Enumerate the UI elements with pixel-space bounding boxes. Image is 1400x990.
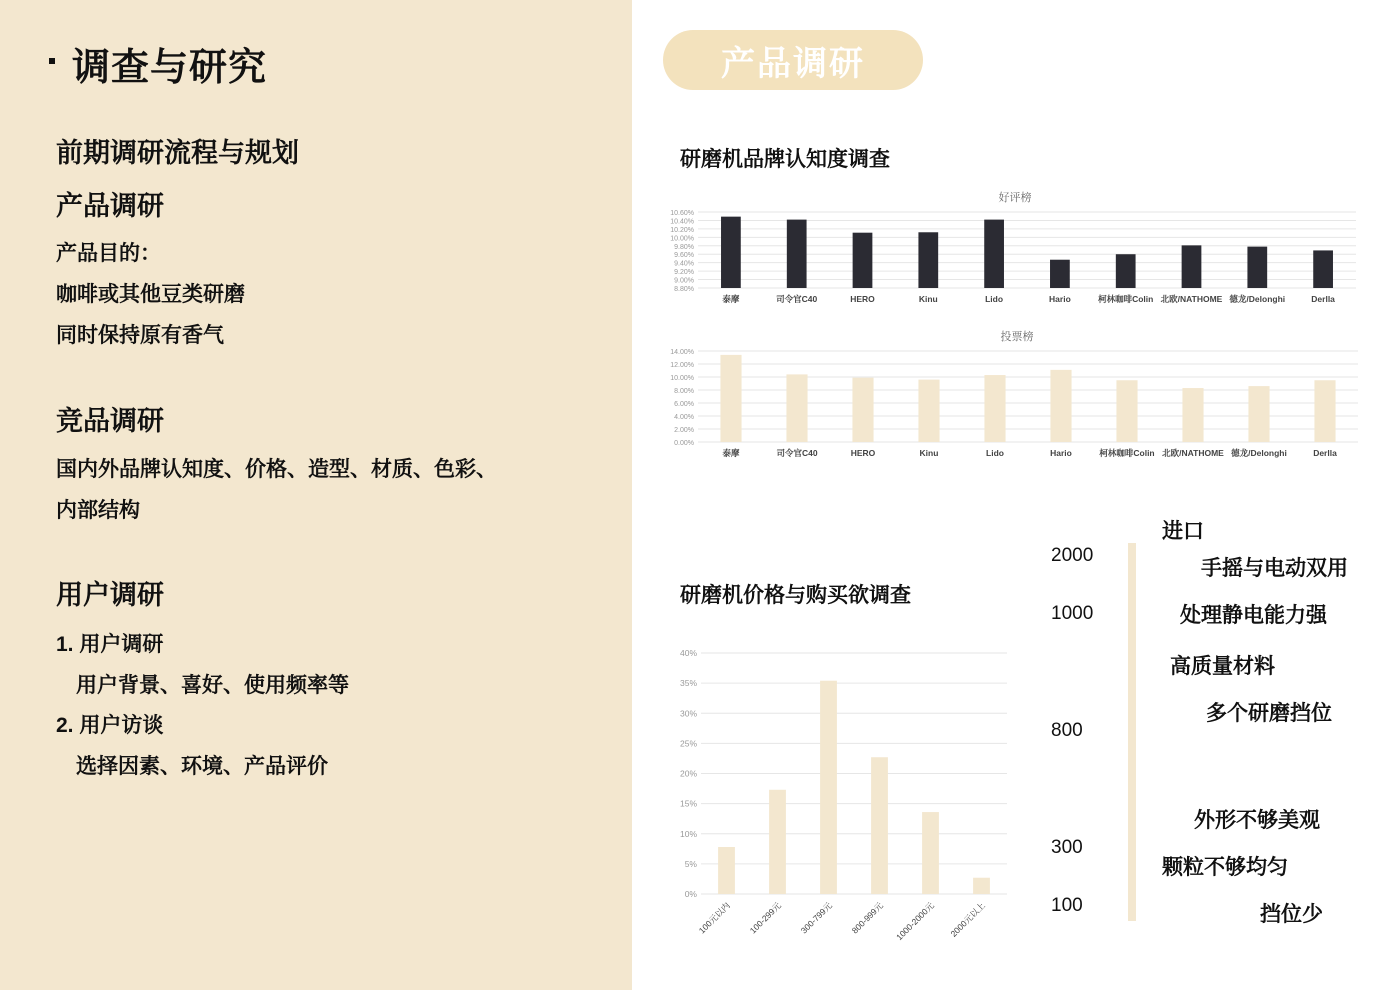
bar	[1247, 247, 1267, 288]
feature-label: 高质量材料	[1170, 655, 1275, 678]
y-tick-label: 2.00%	[674, 427, 694, 434]
y-tick-label: 9.80%	[674, 243, 694, 251]
bar	[1116, 380, 1137, 442]
x-tick-label: 2000元以上	[948, 900, 987, 939]
bar	[922, 812, 939, 894]
bar	[918, 380, 939, 442]
bar	[853, 233, 873, 288]
bar	[1313, 250, 1333, 288]
scale-bar	[1128, 543, 1136, 921]
x-tick-label: 北欧/NATHOME	[1162, 448, 1224, 458]
bar	[718, 847, 735, 894]
y-tick-label: 9.60%	[674, 252, 694, 260]
y-tick-label: 12.00%	[670, 362, 694, 369]
scale-number: 100	[1051, 895, 1083, 916]
y-tick-label: 14.00%	[670, 349, 694, 356]
feature-label: 多个研磨挡位	[1206, 702, 1332, 725]
bar	[720, 355, 741, 442]
x-tick-label: Lido	[986, 448, 1004, 458]
bar	[984, 375, 1005, 442]
purpose-label: 产品目的：	[56, 242, 161, 265]
section-pill-label: 产品调研	[721, 44, 865, 83]
bar	[1314, 380, 1335, 442]
feature-label: 手摇与电动双用	[1201, 557, 1348, 580]
bar	[1050, 370, 1071, 442]
x-tick-label: Derlla	[1313, 448, 1337, 458]
purpose-line-2: 同时保持原有香气	[56, 324, 224, 347]
x-tick-label: Lido	[985, 294, 1004, 304]
bar	[769, 790, 786, 894]
competitor-line-1: 国内外品牌认知度、价格、造型、材质、色彩、	[56, 458, 497, 481]
x-tick-label: Hario	[1050, 448, 1072, 458]
bar	[1182, 245, 1202, 288]
bar	[1248, 386, 1269, 442]
x-tick-label: 1000-2000元	[894, 900, 936, 943]
y-tick-label: 15%	[679, 798, 697, 809]
y-tick-label: 10.40%	[670, 218, 694, 226]
x-tick-label: 100-299元	[747, 900, 783, 936]
bar	[973, 878, 990, 894]
x-tick-label: Hario	[1049, 294, 1071, 304]
feature-label: 进口	[1162, 520, 1204, 543]
bar	[918, 232, 938, 288]
bar	[787, 220, 807, 288]
feature-label: 外形不够美观	[1194, 809, 1320, 832]
chart-votes	[670, 326, 1370, 462]
left-panel	[0, 0, 632, 990]
user-item-1-detail: 用户背景、喜好、使用频率等	[76, 674, 349, 697]
feature-label: 颗粒不够均匀	[1162, 856, 1288, 879]
chart-good-reviews	[670, 186, 1370, 310]
y-tick-label: 30%	[679, 708, 697, 719]
x-tick-label: 柯林咖啡Colin	[1099, 448, 1155, 458]
x-tick-label: 100元以内	[696, 900, 732, 936]
x-tick-label: 北欧/NATHOME	[1160, 294, 1223, 304]
y-tick-label: 10%	[679, 828, 697, 839]
section-pill	[663, 30, 923, 90]
x-tick-label: 泰摩	[722, 448, 740, 458]
scale-number: 2000	[1051, 545, 1094, 566]
y-tick-label: 9.40%	[674, 260, 694, 268]
x-tick-label: 司令官C40	[776, 448, 818, 458]
heading-user-research: 用户调研	[56, 580, 164, 610]
chart-title: 好评榜	[998, 192, 1032, 204]
x-tick-label: 德龙/Delonghi	[1231, 448, 1287, 458]
brand-survey-title: 研磨机品牌认知度调查	[680, 148, 890, 171]
y-tick-label: 10.00%	[670, 235, 694, 243]
y-tick-label: 8.00%	[674, 388, 694, 395]
y-tick-label: 10.00%	[670, 375, 694, 382]
chart-price-desire	[670, 640, 1020, 950]
x-tick-label: 柯林咖啡Colin	[1098, 294, 1154, 304]
bar	[820, 681, 837, 894]
bar	[984, 220, 1004, 288]
scale-number: 1000	[1051, 603, 1094, 624]
heading-research-plan: 前期调研流程与规划	[56, 138, 299, 168]
heading-competitor-research: 竞品调研	[56, 406, 164, 436]
x-tick-label: Kinu	[919, 448, 939, 458]
user-item-2-detail: 选择因素、环境、产品评价	[76, 755, 328, 778]
feature-label: 挡位少	[1260, 903, 1323, 926]
bar	[786, 374, 807, 442]
x-tick-label: 司令官C40	[776, 294, 818, 304]
page-title: 调查与研究	[72, 47, 268, 89]
x-tick-label: 泰摩	[722, 294, 740, 304]
x-tick-label: HERO	[850, 448, 876, 458]
y-tick-label: 35%	[679, 678, 697, 689]
x-tick-label: 300-799元	[798, 900, 834, 936]
bar	[1116, 254, 1136, 288]
y-tick-label: 10.60%	[670, 210, 694, 217]
x-tick-label: Kinu	[918, 294, 938, 304]
y-tick-label: 4.00%	[674, 414, 694, 421]
bar	[1182, 388, 1203, 442]
y-tick-label: 20%	[679, 768, 697, 779]
y-tick-label: 10.20%	[670, 226, 694, 234]
x-tick-label: 德龙/Delonghi	[1229, 294, 1286, 304]
scale-number: 800	[1051, 720, 1083, 741]
user-item-2: 2. 用户访谈	[56, 714, 164, 737]
feature-label: 处理静电能力强	[1180, 604, 1327, 627]
price-survey-title: 研磨机价格与购买欲调查	[680, 584, 911, 607]
y-tick-label: 6.00%	[674, 401, 694, 408]
bar	[721, 217, 741, 288]
competitor-line-2: 内部结构	[56, 499, 140, 522]
bar	[871, 757, 888, 894]
y-tick-label: 40%	[679, 648, 697, 658]
y-tick-label: 9.00%	[674, 277, 694, 285]
y-tick-label: 8.80%	[674, 286, 694, 293]
y-tick-label: 5%	[684, 858, 697, 869]
bar	[852, 378, 873, 442]
x-tick-label: Derlla	[1311, 294, 1335, 304]
purpose-line-1: 咖啡或其他豆类研磨	[56, 283, 245, 306]
y-tick-label: 0%	[684, 889, 697, 899]
x-tick-label: 800-999元	[849, 900, 885, 936]
chart-title: 投票榜	[1000, 331, 1034, 343]
x-tick-label: HERO	[850, 294, 875, 304]
scale-number: 300	[1051, 837, 1083, 858]
bullet-dot	[49, 58, 55, 64]
y-tick-label: 25%	[679, 738, 697, 749]
bar	[1050, 260, 1070, 288]
user-item-1: 1. 用户调研	[56, 633, 164, 656]
y-tick-label: 0.00%	[674, 440, 694, 447]
y-tick-label: 9.20%	[674, 269, 694, 277]
heading-product-research: 产品调研	[56, 191, 164, 221]
